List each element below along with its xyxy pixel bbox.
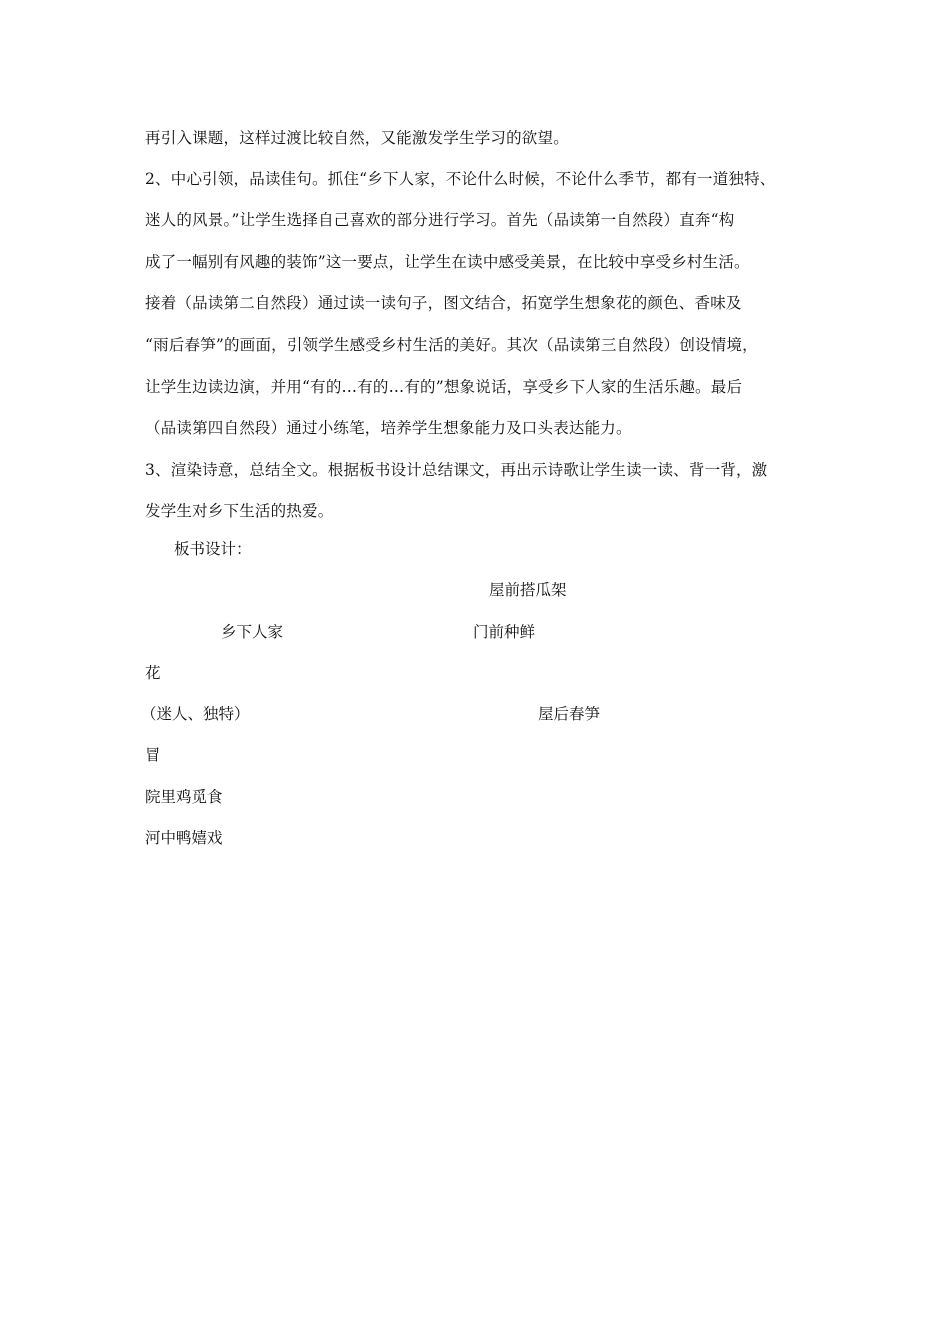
board-title: 乡下人家 — [221, 623, 284, 641]
paragraph-line-6: “雨后春笋”的画面，引领学生感受乡村生活的美好。其次（品读第三自然段）创设情境， — [145, 336, 758, 354]
board-heading: 板书设计： — [174, 540, 252, 558]
board-item-5: 河中鸭嬉戏 — [145, 829, 223, 847]
board-item-1: 屋前搭瓜架 — [489, 581, 567, 599]
paragraph-line-4: 成了一幅别有风趣的装饰”这一要点，让学生在读中感受美景，在比较中享受乡村生活。 — [145, 253, 750, 271]
board-item-2a: 门前种鲜 — [473, 623, 536, 641]
board-item-3a: 屋后春笋 — [538, 705, 601, 723]
board-item-4: 院里鸡觅食 — [145, 788, 223, 806]
paragraph-line-8: （品读第四自然段）通过小练笔，培养学生想象能力及口头表达能力。 — [145, 419, 632, 437]
paragraph-line-2: 2、中心引领，品读佳句。抓住“乡下人家，不论什么时候，不论什么季节，都有一道独特、 — [145, 170, 776, 188]
paragraph-line-10: 发学生对乡下生活的热爱。 — [145, 502, 334, 520]
paragraph-line-7: 让学生边读边演，并用“有的…有的…有的”想象说话，享受乡下人家的生活乐趣。最后 — [145, 378, 743, 396]
paragraph-line-9: 3、渲染诗意，总结全文。根据板书设计总结课文，再出示诗歌让学生读一读、背一背，激 — [145, 461, 768, 479]
board-item-3b: 冒 — [145, 746, 161, 764]
paragraph-line-5: 接着（品读第二自然段）通过读一读句子，图文结合，拓宽学生想象花的颜色、香味及 — [145, 294, 742, 312]
board-subtitle: （迷人、独特） — [141, 705, 250, 723]
paragraph-line-1: 再引入课题，这样过渡比较自然，又能激发学生学习的欲望。 — [145, 129, 569, 147]
board-item-2b: 花 — [145, 664, 161, 682]
paragraph-line-3: 迷人的风景。”让学生选择自己喜欢的部分进行学习。首先（品读第一自然段）直奔“构 — [145, 211, 735, 229]
